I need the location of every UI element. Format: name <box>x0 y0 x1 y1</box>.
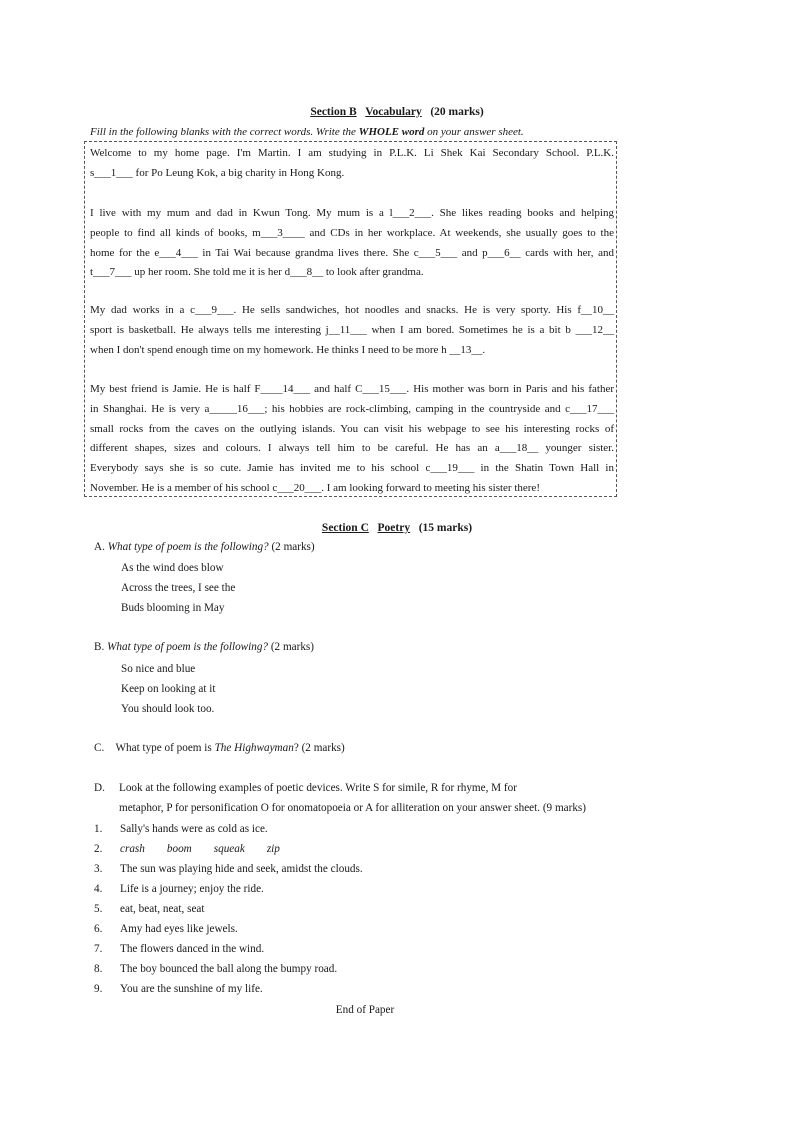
item-number: 3. <box>94 863 103 875</box>
section-b-heading <box>0 106 794 118</box>
question-c: C. What type of poem is The Highwayman? (2 marks) <box>94 742 345 754</box>
question-d-line2: metaphor, P for personification O for onomatopoeia or A for alliteration on your answer sheet. (9 marks) <box>119 802 587 814</box>
section-c-name: Poetry <box>377 522 411 534</box>
item-number: 4. <box>94 883 103 895</box>
passage-paragraph-1: Welcome to my home page. I'm Martin. I am studying in P.L.K. Li Shek Kai Secondary School. P.L.K. s___1___ for Po Leung Kok, a big charity in Hong Kong. <box>90 147 614 179</box>
section-b-marks: (20 marks) <box>430 106 484 118</box>
item-number: 5. <box>94 903 103 915</box>
item-number: 7. <box>94 943 103 955</box>
question-d-number: D. <box>94 782 105 794</box>
poem-a: As the wind does blow Across the trees, I see the Buds blooming in May <box>121 562 236 614</box>
item-text: Life is a journey; enjoy the ride. <box>120 883 264 895</box>
section-b-label: Section B <box>310 106 357 118</box>
section-b-name: Vocabulary <box>365 106 422 118</box>
item-number: 9. <box>94 983 103 995</box>
item-number: 6. <box>94 923 103 935</box>
section-c-heading <box>0 522 794 534</box>
end-of-paper: End of Paper <box>335 1004 395 1016</box>
item-text: The flowers danced in the wind. <box>120 943 265 955</box>
item-onomatopoeia-words: crash boom squeak zip <box>120 843 280 855</box>
poem-b: So nice and blue Keep on looking at it You should look too. <box>121 663 216 715</box>
item-text: You are the sunshine of my life. <box>120 983 263 995</box>
passage-paragraph-4: My best friend is Jamie. He is half F____14___ and half C___15___. His mother was born in Paris and his father in Shanghai. He is very a_____16___; his hobbies are rock-climbing, camping in the countryside and c___17___ small rocks from the caves on the outlying islands. You can visit his webpage to see his interesting rocks of different shapes, sizes and colours. I always tell him to be careful. He has an a___18__ younger sister. Everybody says she is so cute. Jamie has invited me to his school c___19___ in the Shatin Town Hall in November. He is a member of his school c___20___. I am looking forward to meeting his sister there! <box>90 383 614 494</box>
item-text: The boy bounced the ball along the bumpy road. <box>120 963 338 975</box>
question-d-line1: Look at the following examples of poetic devices. Write S for simile, R for rhyme, M for <box>119 782 517 794</box>
item-text: eat, beat, neat, seat <box>120 903 205 915</box>
section-c-label: Section C <box>321 522 369 534</box>
question-a: A. What type of poem is the following? (2 marks) <box>94 541 315 553</box>
item-text: Sally's hands were as cold as ice. <box>120 823 268 835</box>
passage-paragraph-3: My dad works in a c___9___. He sells sandwiches, hot noodles and snacks. He is very sporty. His f__10__ sport is basketball. He always tells me interesting j__11___ when I am bored. Sometimes he is a bit b ___12__ when I don't spend enough time on my homework. He thinks I need to be more h __13__. <box>90 304 614 356</box>
item-number: 8. <box>94 963 103 975</box>
item-text: Amy had eyes like jewels. <box>120 923 238 935</box>
section-b-instructions: Fill in the following blanks with the correct words. Write the WHOLE word on your answer sheet. <box>90 126 524 138</box>
section-c-marks: (15 marks) <box>418 522 473 534</box>
question-b: B. What type of poem is the following? (2 marks) <box>94 641 315 653</box>
item-text: The sun was playing hide and seek, amidst the clouds. <box>120 863 363 875</box>
passage-paragraph-2: I live with my mum and dad in Kwun Tong. My mum is a l___2___. She likes reading books and helping people to find all kinds of books, m___3____ and CDs in her workplace. At weekends, she usually goes to the home for the e___4___ in Tai Wai because grandma lives there. She c___5___ and p___6__ cards with her, and t___7___ up her room. She told me it is her d___8__ to look after grandma. <box>90 207 614 279</box>
item-number: 2. <box>94 843 103 855</box>
item-number: 1. <box>94 823 103 835</box>
